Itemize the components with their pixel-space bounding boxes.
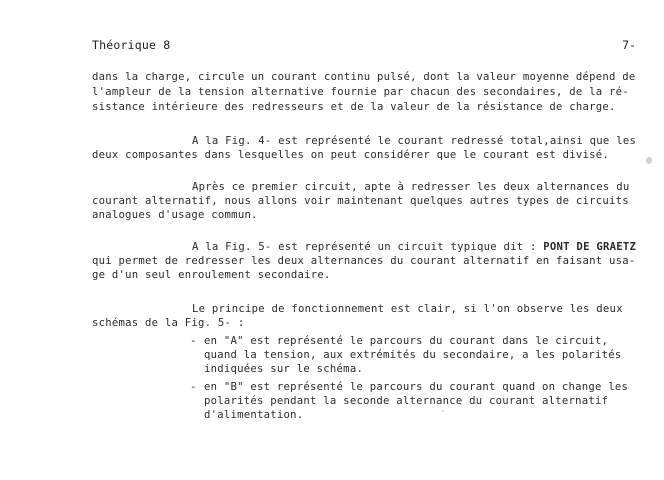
bullet-1-line-2: quand la tension, aux extrémités du secondaire, a les polarités (204, 349, 622, 361)
paragraph-4-line-3: ge d'un seul enroulement secondaire. (92, 269, 331, 281)
page-number: 7- (622, 38, 636, 52)
paragraph-1-line-1: dans la charge, circule un courant continu pulsé, dont la valeur moyenne dépend de (92, 71, 636, 83)
bullet-2-dash: - (190, 381, 197, 393)
paragraph-2-line-1: A la Fig. 4- est représenté le courant redressé total,ainsi que les (192, 135, 637, 147)
bullet-2-line-3: d'alimentation. (204, 409, 304, 421)
paragraph-3-line-3: analogues d'usage commun. (92, 209, 258, 221)
bullet-1-line-3: indiquées sur le schéma. (204, 363, 364, 375)
paragraph-3-line-1: Après ce premier circuit, apte à redresser les deux alternances du (192, 181, 630, 193)
paragraph-4-line-2: qui permet de redresser les deux alternances du courant alternatif en faisant usa- (92, 255, 636, 267)
paragraph-4-line-1 (192, 240, 636, 255)
paragraph-1-line-3: sistance intérieure des redresseurs et de la valeur de la résistance de charge. (92, 101, 616, 113)
bullet-1-dash: - (190, 335, 197, 347)
bullet-1-line-1: en "A" est représenté le parcours du courant dans le circuit, (204, 335, 609, 347)
pont-de-graetz-term: PONT DE GRAETZ (543, 241, 637, 253)
bullet-2-line-2: polarités pendant la seconde alternance du courant alternatif (204, 395, 609, 407)
paragraph-1-line-2: l'ampleur de la tension alternative fournie par chacun des secondaires, de la ré- (92, 86, 629, 98)
paragraph-3-line-2: courant alternatif, nous allons voir maintenant quelques autres types de circuits (92, 195, 629, 207)
scan-speck (442, 410, 444, 412)
paragraph-2-line-2: deux composantes dans lesquelles on peut considérer que le courant est divisé. (92, 149, 609, 161)
bullet-2-line-1: en "B" est représenté le parcours du courant quand on change les (204, 381, 629, 393)
paragraph-5-line-2: schémas de la Fig. 5- : (92, 317, 245, 329)
page-header-title: Théorique 8 (92, 38, 171, 52)
scan-smudge (646, 157, 652, 164)
paragraph-4-line-1-text: A la Fig. 5- est représenté un circuit typique dit : (192, 241, 544, 253)
paragraph-5-line-1: Le principe de fonctionnement est clair, si l'on observe les deux (192, 303, 623, 315)
